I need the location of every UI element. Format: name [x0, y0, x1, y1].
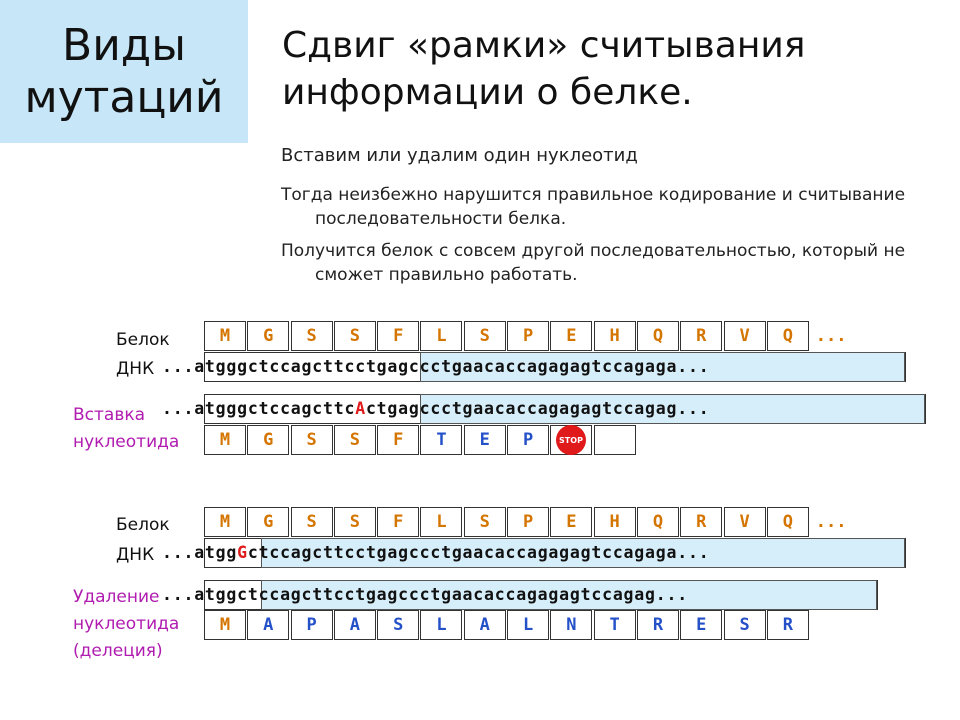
- consequence-text: Тогда неизбежно нарушится правильное кодирование и считывание последовательности белка.: [281, 185, 906, 229]
- protein-label-2: Белок: [116, 515, 170, 535]
- amino-acid-cell: E: [680, 610, 722, 640]
- amino-acid-cell: H: [594, 321, 636, 351]
- amino-acid-cell: A: [464, 610, 506, 640]
- amino-acid-cell: F: [377, 507, 419, 537]
- amino-acid-cell: S: [334, 507, 376, 537]
- amino-acid-cell: L: [420, 610, 462, 640]
- amino-acid-cell: S: [291, 425, 333, 455]
- amino-acid-cell: Q: [767, 507, 809, 537]
- amino-acid-cell: L: [420, 321, 462, 351]
- amino-acid-cell: A: [247, 610, 289, 640]
- insertion-label-1: Вставка: [73, 405, 146, 425]
- insertion-label-2: нуклеотида: [73, 432, 180, 452]
- mutated-dna-sequence-2: [162, 581, 688, 609]
- amino-acid-cell: H: [594, 507, 636, 537]
- amino-acid-cell: S: [377, 610, 419, 640]
- amino-acid-cell: N: [550, 610, 592, 640]
- amino-acid-cell: L: [420, 507, 462, 537]
- amino-acid-cell: P: [291, 610, 333, 640]
- amino-acid-cell: Q: [637, 321, 679, 351]
- amino-acid-cell: P: [507, 321, 549, 351]
- dna-label-2: ДНК: [116, 545, 155, 565]
- dna-after-insertion: ctgagccctgaacaccagagagtccagag...: [365, 399, 710, 418]
- mutated-dna-prefix: ...: [162, 399, 195, 418]
- amino-acid-cell: E: [464, 425, 506, 455]
- mutated-protein-row-deletion: [204, 610, 810, 640]
- protein-row-insertion: [204, 321, 853, 351]
- amino-acid-cell: M: [204, 610, 246, 640]
- amino-acid-cell: P: [507, 507, 549, 537]
- amino-acid-cell: S: [291, 507, 333, 537]
- amino-acid-cell: G: [247, 425, 289, 455]
- amino-acid-cell: F: [377, 425, 419, 455]
- amino-acid-cell: Q: [767, 321, 809, 351]
- amino-acid-cell: V: [724, 321, 766, 351]
- amino-acid-cell: T: [594, 610, 636, 640]
- result-text: Получится белок с совсем другой последовательностью, который не сможет правильно работать.: [281, 241, 906, 285]
- amino-acid-cell: R: [767, 610, 809, 640]
- dna-prefix-2: ...: [162, 543, 195, 562]
- amino-acid-cell: E: [550, 507, 592, 537]
- intro-text: Вставим или удалим один нуклеотид: [281, 145, 638, 166]
- dna-sequence: [162, 353, 709, 381]
- dna-before-deletion: atgg: [194, 543, 238, 562]
- amino-acid-cell: M: [204, 425, 246, 455]
- amino-acid-cell: R: [637, 610, 679, 640]
- amino-acid-cell: Q: [637, 507, 679, 537]
- amino-acid-cell: A: [334, 610, 376, 640]
- amino-acid-cell: S: [334, 321, 376, 351]
- amino-acid-cell: S: [724, 610, 766, 640]
- amino-acid-cell: S: [464, 507, 506, 537]
- topic-banner: [0, 0, 248, 143]
- deletion-label-1: Удаление: [73, 587, 160, 607]
- amino-acid-cell: S: [334, 425, 376, 455]
- amino-acid-cell: L: [507, 610, 549, 640]
- mutated-dna-bases-2: atggctccagcttcctgagccctgaacaccagagagtccagag...: [194, 585, 688, 604]
- amino-acid-cell: ...: [815, 512, 847, 532]
- dna-label: ДНК: [116, 359, 155, 379]
- amino-acid-cell: ...: [815, 326, 847, 346]
- dna-bases: atgggctccagcttcctgagccctgaacaccagagagtccagaga...: [194, 357, 710, 376]
- stop-sign-icon: STOP: [556, 425, 586, 455]
- amino-acid-cell: M: [204, 507, 246, 537]
- protein-label: Белок: [116, 330, 170, 350]
- deletion-label-3: (делеция): [73, 641, 163, 661]
- amino-acid-cell: [594, 425, 636, 455]
- amino-acid-cell: G: [247, 507, 289, 537]
- title-line-1: Сдвиг «рамки» считывания: [282, 25, 806, 66]
- amino-acid-cell: R: [680, 507, 722, 537]
- inserted-nucleotide: A: [355, 399, 366, 418]
- dna-sequence-2: [162, 539, 709, 567]
- amino-acid-cell: S: [291, 321, 333, 351]
- topic-line-2: мутаций: [24, 71, 224, 123]
- topic-line-1: Виды: [62, 19, 186, 71]
- dna-before-insertion: atgggctccagcttc: [194, 399, 356, 418]
- deleted-nucleotide: G: [237, 543, 248, 562]
- amino-acid-cell: M: [204, 321, 246, 351]
- amino-acid-cell: R: [680, 321, 722, 351]
- amino-acid-cell: S: [464, 321, 506, 351]
- amino-acid-cell: G: [247, 321, 289, 351]
- amino-acid-cell: V: [724, 507, 766, 537]
- dna-after-deletion: ctccagcttcctgagccctgaacaccagagagtccagaga...: [247, 543, 710, 562]
- mutated-dna-prefix-2: ...: [162, 585, 195, 604]
- protein-row-deletion: [204, 507, 853, 537]
- title-line-2: информации о белке.: [282, 72, 693, 113]
- deletion-label-2: нуклеотида: [73, 614, 180, 634]
- amino-acid-cell: F: [377, 321, 419, 351]
- mutated-dna-sequence: [162, 395, 709, 423]
- amino-acid-cell: P: [507, 425, 549, 455]
- amino-acid-cell: T: [420, 425, 462, 455]
- amino-acid-cell: E: [550, 321, 592, 351]
- slide-title: [282, 22, 922, 116]
- dna-prefix: ...: [162, 357, 195, 376]
